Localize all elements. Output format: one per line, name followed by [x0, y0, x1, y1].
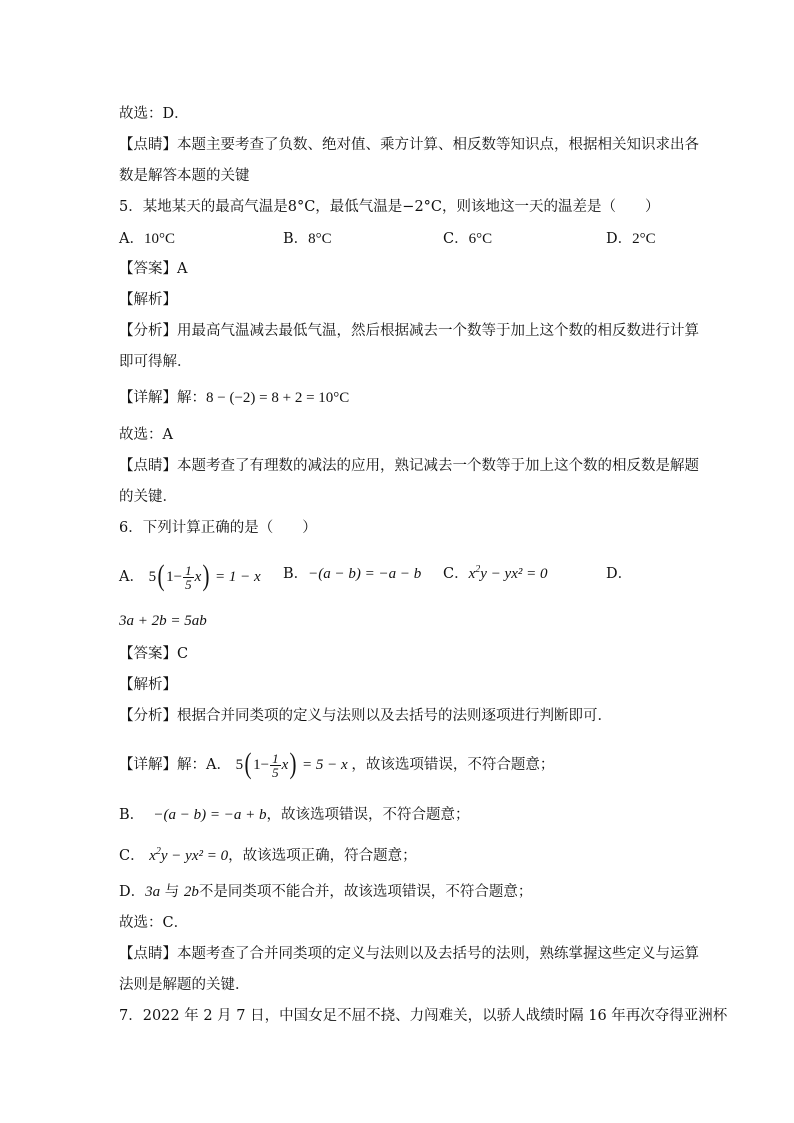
q6-detail-d: D．3a 与 2b不是同类项不能合并，故该选项错误，不符合题意； — [119, 884, 533, 900]
q6-jiexi-heading: 【解析】 — [119, 677, 177, 693]
q6-detail-a-formula: 5( 1− $\frac{1}{5}$ x) = 5 − x — [235, 746, 348, 780]
q5-detail: 【详解】解：8 − (−2) = 8 + 2 = 10°C — [119, 390, 350, 406]
q6-option-c: C．$x^2y - yx^2 = 0$ — [443, 564, 548, 582]
comment-line: 【点睛】本题主要考查了负数、绝对值、乘方计算、相反数等知识点，根据相关知识求出各 — [119, 137, 699, 153]
q5-comment: 【点睛】本题考查了有理数的减法的应用，熟记减去一个数等于加上这个数的相反数是解题 — [119, 458, 699, 474]
q5-analysis: 即可得解． — [119, 354, 192, 370]
q5-option-d: D．2°C — [606, 231, 656, 247]
q6-option-d-label: D． — [606, 566, 633, 582]
q6-detail-b: B． −(a − b) = −a + b，故该选项错误，不符合题意； — [119, 807, 470, 823]
q6-option-b: B．−(a − b) = −a − b — [283, 566, 422, 582]
q5-comment: 的关键． — [119, 489, 177, 505]
q6-detail-c: C． $x^2y - yx^2 = 0$，故该选项正确，符合题意； — [119, 846, 417, 864]
q6-detail-a: 【详解】解：A． 5( 1− $\frac{1}{5}$ x) = 5 − x ，故该选项错误，不符合题意； — [119, 746, 555, 780]
q6-option-a-formula: 5( 1− $\frac{1}{5}$ x) = 1 − x — [148, 558, 261, 592]
comment-line: 数是解答本题的关键 — [119, 168, 250, 184]
answer-choice-line: 故选：D． — [119, 106, 189, 122]
q5-choose: 故选：A — [119, 427, 173, 443]
q6-analysis: 【分析】根据合并同类项的定义与法则以及去括号的法则逐项进行判断即可． — [119, 708, 612, 724]
q5-option-a: A．10°C — [119, 231, 175, 247]
q6-answer: 【答案】C — [119, 646, 189, 662]
q5-jiexi-heading: 【解析】 — [119, 292, 177, 308]
question-7-stem: 7．2022 年 2 月 7 日，中国女足不屈不挠、力闯难关，以骄人战绩时隔 16 年再次夺得亚洲杯 — [119, 1008, 728, 1024]
q5-option-b: B．8°C — [283, 231, 332, 247]
q6-choose: 故选：C． — [119, 915, 189, 931]
q5-detail-formula: 8 − (−2) = 8 + 2 = 10°C — [206, 390, 350, 406]
q5-answer: 【答案】A — [119, 261, 188, 277]
question-5-stem: 5．某地某天的最高气温是8°C，最低气温是−2°C，则该地这一天的温差是（ ） — [119, 199, 660, 215]
q6-comment: 【点睛】本题考查了合并同类项的定义与法则以及去括号的法则，熟练掌握这些定义与运算 — [119, 946, 699, 962]
q6-option-d-formula: 3a + 2b = 5ab — [119, 613, 207, 629]
q5-analysis: 【分析】用最高气温减去最低气温，然后根据减去一个数等于加上这个数的相反数进行计算 — [119, 323, 699, 339]
question-6-stem: 6．下列计算正确的是（ ） — [119, 520, 317, 536]
q6-option-a: A． 5( 1− $\frac{1}{5}$ x) = 1 − x — [119, 558, 261, 592]
q6-comment: 法则是解题的关键． — [119, 977, 250, 993]
q5-option-c: C．6°C — [443, 231, 493, 247]
